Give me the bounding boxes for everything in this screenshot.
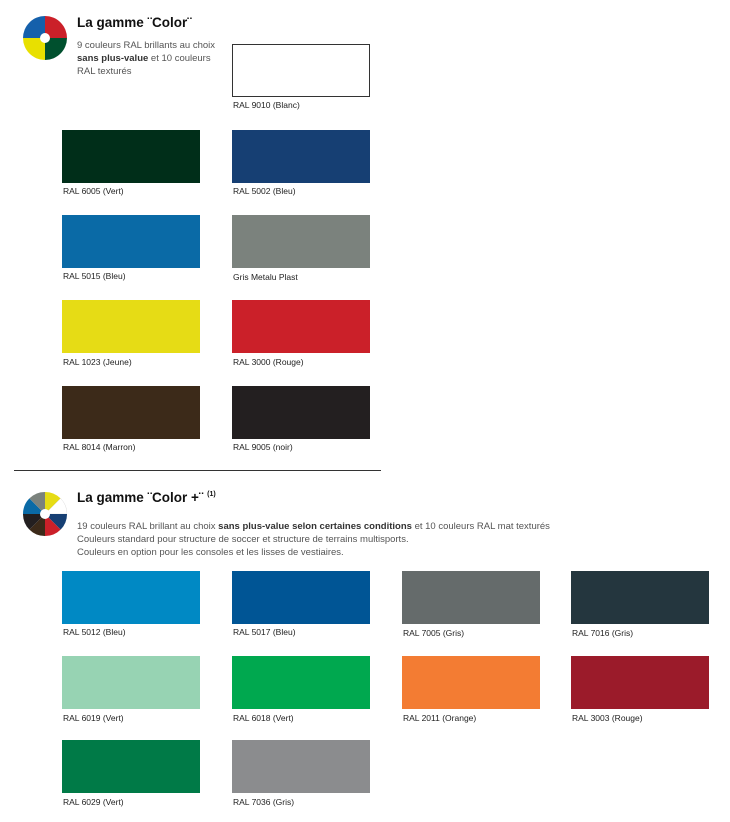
swatch-label: RAL 9010 (Blanc)	[233, 100, 300, 110]
color-chip	[232, 656, 370, 709]
section-title-color: La gamme ¨Color¨	[77, 15, 192, 30]
color-chip	[232, 740, 370, 793]
color-chip	[232, 571, 370, 624]
swatch-label: RAL 7016 (Gris)	[572, 628, 634, 638]
swatch-ral-3000	[232, 300, 370, 353]
description-text: 9 couleurs RAL brillants au choix	[77, 40, 215, 51]
color-chip	[62, 300, 200, 353]
swatch-ral-5017	[232, 571, 370, 624]
color-chip	[571, 571, 709, 624]
color-chip	[62, 386, 200, 439]
color-chip	[62, 215, 200, 268]
swatch-label: RAL 3003 (Rouge)	[572, 713, 643, 723]
swatch-ral-6029	[62, 740, 200, 793]
section-divider	[14, 470, 381, 471]
color-chip	[62, 130, 200, 183]
description-line-1	[77, 520, 717, 533]
section-description-color-plus	[77, 520, 717, 559]
color-chip	[232, 130, 370, 183]
description-text: 19 couleurs RAL brillant au choix	[77, 521, 219, 532]
swatch-ral-8014	[62, 386, 200, 439]
description-text: et 10 couleurs RAL mat texturés	[411, 521, 550, 532]
section-title-color-plus	[77, 490, 216, 505]
color-wheel-plus-icon	[23, 492, 67, 536]
swatch-ral-6018	[232, 656, 370, 709]
swatch-ral-7036	[232, 740, 370, 793]
swatch-label: RAL 6029 (Vert)	[63, 797, 124, 807]
swatch-label: RAL 5015 (Bleu)	[63, 271, 126, 281]
color-chip	[232, 215, 370, 268]
swatch-label: RAL 6005 (Vert)	[63, 186, 124, 196]
swatch-label: RAL 8014 (Marron)	[63, 442, 136, 452]
swatch-label: RAL 6019 (Vert)	[63, 713, 124, 723]
swatch-ral-1023	[62, 300, 200, 353]
color-wheel-icon	[23, 16, 67, 60]
title-footnote: (1)	[207, 491, 216, 498]
color-chip	[62, 571, 200, 624]
color-chip	[232, 300, 370, 353]
swatch-ral-5012	[62, 571, 200, 624]
description-bold-text: sans plus-value selon certaines conditions	[218, 521, 412, 532]
description-text: et 10 couleurs RAL texturés	[77, 53, 211, 77]
color-chip	[571, 656, 709, 709]
swatch-label: RAL 5002 (Bleu)	[233, 186, 296, 196]
swatch-ral-9005	[232, 386, 370, 439]
color-chip	[402, 656, 540, 709]
swatch-label: RAL 7036 (Gris)	[233, 797, 295, 807]
color-chip	[232, 44, 370, 97]
color-chip	[232, 386, 370, 439]
swatch-label: RAL 2011 (Orange)	[403, 713, 477, 723]
swatch-ral-3003	[571, 656, 709, 709]
swatch-label: RAL 9005 (noir)	[233, 442, 293, 452]
swatch-label: RAL 6018 (Vert)	[233, 713, 294, 723]
swatch-label: Gris Metalu Plast	[233, 272, 298, 282]
swatch-label: RAL 5012 (Bleu)	[63, 627, 126, 637]
swatch-label: RAL 3000 (Rouge)	[233, 357, 304, 367]
color-chip	[402, 571, 540, 624]
swatch-ral-2011	[402, 656, 540, 709]
title-text: La gamme ¨Color +¨	[77, 490, 204, 505]
description-line-3: Couleurs en option pour les consoles et les lisses de vestiaires.	[77, 547, 344, 558]
section-description-color	[77, 39, 227, 78]
swatch-ral-9010	[232, 44, 370, 97]
swatch-ral-5015	[62, 215, 200, 268]
swatch-ral-7005	[402, 571, 540, 624]
swatch-ral-7016	[571, 571, 709, 624]
swatch-label: RAL 7005 (Gris)	[403, 628, 465, 638]
color-chip	[62, 740, 200, 793]
swatch-ral-5002	[232, 130, 370, 183]
description-bold-text: sans plus-value	[77, 53, 149, 64]
swatch-label: RAL 5017 (Bleu)	[233, 627, 296, 637]
swatch-ral-6005	[62, 130, 200, 183]
color-chip	[62, 656, 200, 709]
swatch-label: RAL 1023 (Jeune)	[63, 357, 132, 367]
swatch-ral-6019	[62, 656, 200, 709]
swatch-gris-metalu-plast	[232, 215, 370, 268]
description-line-2: Couleurs standard pour structure de soccer et structure de terrains multisports.	[77, 534, 409, 545]
